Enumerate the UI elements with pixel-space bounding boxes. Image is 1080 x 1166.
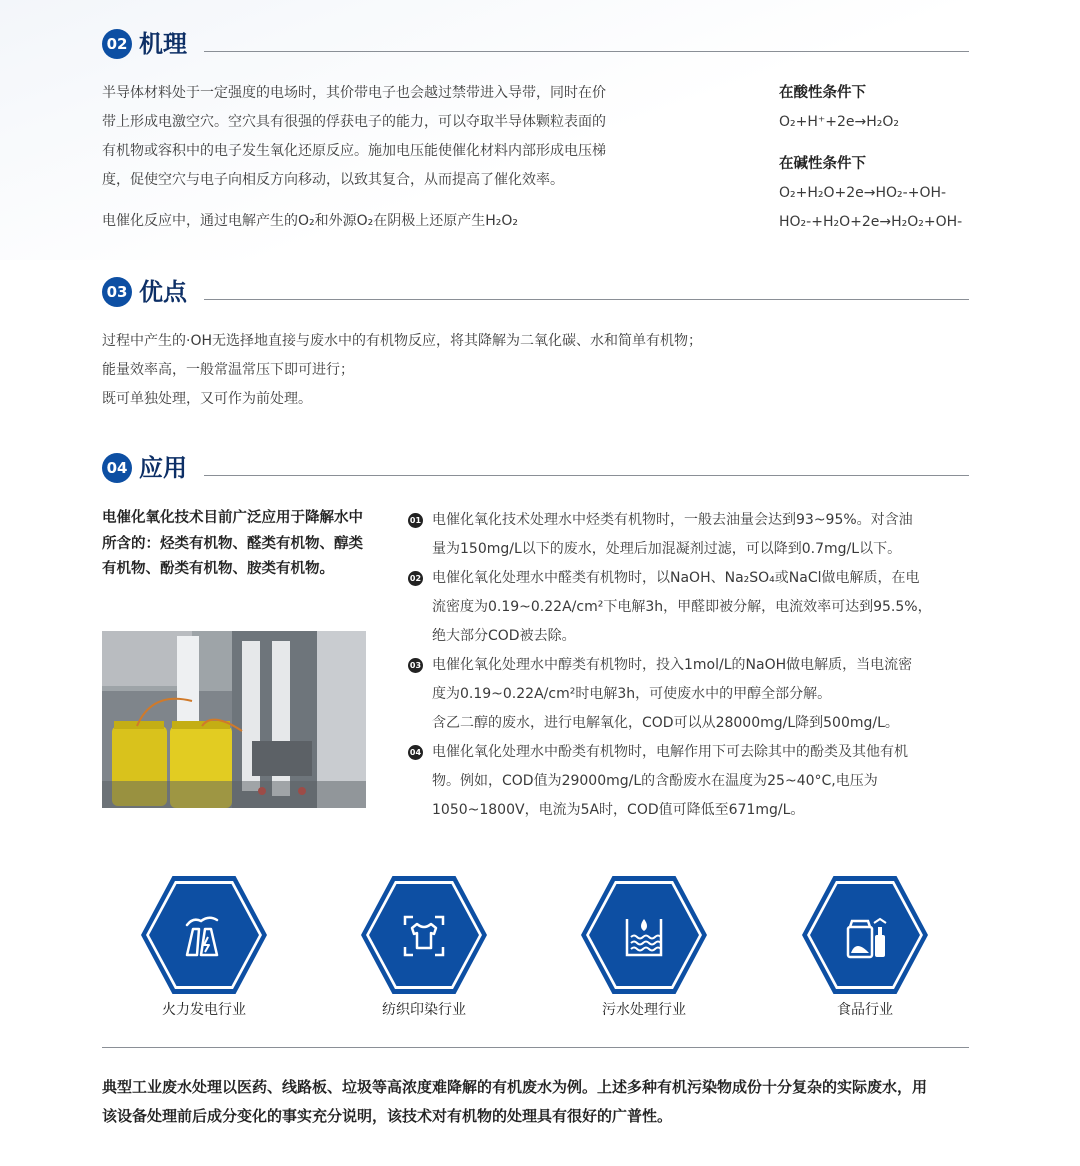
base-equation-1: O₂+H₂O+2e→HO₂-+OH- xyxy=(779,185,947,201)
list-item xyxy=(408,738,974,825)
text-line: 含乙二醇的废水，进行电解氧化，COD可以从28000mg/L降到500mg/L。 xyxy=(432,715,899,731)
text-line: 量为150mg/L以下的废水，处理后加混凝剂过滤，可以降到0.7mg/L以下。 xyxy=(432,541,902,557)
item-number-badge: 02 xyxy=(408,571,423,586)
list-item xyxy=(408,506,974,564)
equipment-photo xyxy=(102,631,366,808)
text-line: 电催化氧化处理水中醇类有机物时，投入1mol/L的NaOH做电解质，当电流密 xyxy=(432,657,913,673)
application-intro: 电催化氧化技术目前广泛应用于降解水中所含的：烃类有机物、醛类有机物、醇类有机物、酚类有机物、胺类有机物。 xyxy=(102,510,363,577)
text-line: 1050~1800V，电流为5A时，COD值可降低至671mg/L。 xyxy=(432,802,805,818)
footer-divider xyxy=(102,1047,969,1048)
section-04-header xyxy=(102,449,969,489)
list-item xyxy=(408,564,974,651)
reaction-equations xyxy=(779,79,979,237)
industry-textile xyxy=(359,876,489,1026)
section-divider xyxy=(204,475,969,476)
list-item xyxy=(408,651,974,738)
section-title: 机理 xyxy=(139,30,187,58)
industry-label: 污水处理行业 xyxy=(602,1002,686,1018)
text-line: 度为0.19~0.22A/cm²时电解3h，可使废水中的甲醇全部分解。 xyxy=(432,686,832,702)
item-number-badge: 01 xyxy=(408,513,423,528)
base-condition-title: 在碱性条件下 xyxy=(779,156,866,172)
section-number-badge: 03 xyxy=(102,277,132,307)
textile-shirt-icon xyxy=(397,909,451,963)
advantage-item: 过程中产生的·OH无选择地直接与废水中的有机物反应，将其降解为二氧化碳、水和简单有机物； xyxy=(102,333,702,349)
section-03-header xyxy=(102,273,969,313)
power-plant-icon xyxy=(177,909,231,963)
text-line: 电催化氧化处理水中醛类有机物时，以NaOH、Na₂SO₄或NaCl做电解质，在电 xyxy=(432,570,920,586)
section-number-badge: 04 xyxy=(102,453,132,483)
industry-label: 纺织印染行业 xyxy=(382,1002,466,1018)
text-line: 物。例如，COD值为29000mg/L的含酚废水在温度为25~40°C,电压为 xyxy=(432,773,878,789)
water-drop-icon xyxy=(617,909,671,963)
text-line: 典型工业废水处理以医药、线路板、垃圾等高浓度难降解的有机废水为例。上述多种有机污染物成份十分复杂的实际废水，用 xyxy=(102,1078,928,1096)
text-line: 电催化氧化处理水中酚类有机物时，电解作用下可去除其中的酚类及其他有机 xyxy=(432,744,908,760)
industry-food xyxy=(800,876,930,1026)
advantage-item: 能量效率高，一般常温常压下即可进行； xyxy=(102,362,354,378)
section-title: 应用 xyxy=(139,454,187,482)
text-line: 有机物或容积中的电子发生氧化还原反应。施加电压能使催化材料内部形成电压梯 xyxy=(102,143,606,159)
mechanism-note: 电催化反应中，通过电解产生的O₂和外源O₂在阴极上还原产生H₂O₂ xyxy=(102,213,519,229)
footer-summary xyxy=(102,1073,972,1131)
text-line: 半导体材料处于一定强度的电场时，其价带电子也会越过禁带进入导带，同时在价 xyxy=(102,85,606,101)
section-02-header xyxy=(102,25,969,65)
text-line: 绝大部分COD被去除。 xyxy=(432,628,576,644)
industry-wastewater xyxy=(579,876,709,1026)
advantages-list xyxy=(102,327,902,414)
section-divider xyxy=(204,299,969,300)
section-number-badge: 02 xyxy=(102,29,132,59)
item-number-badge: 03 xyxy=(408,658,423,673)
application-list xyxy=(408,506,974,825)
advantage-item: 既可单独处理，又可作为前处理。 xyxy=(102,391,312,407)
industry-label: 食品行业 xyxy=(837,1002,893,1018)
text-line: 该设备处理前后成分变化的事实充分说明，该技术对有机物的处理具有很好的广普性。 xyxy=(102,1107,673,1125)
acid-equation: O₂+H⁺+2e→H₂O₂ xyxy=(779,114,900,130)
food-jar-icon xyxy=(838,909,892,963)
base-equation-2: HO₂-+H₂O+2e→H₂O₂+OH- xyxy=(779,214,963,230)
industry-label: 火力发电行业 xyxy=(162,1002,246,1018)
text-line: 带上形成电激空穴。空穴具有很强的俘获电子的能力，可以夺取半导体颗粒表面的 xyxy=(102,114,606,130)
item-number-badge: 04 xyxy=(408,745,423,760)
acid-condition-title: 在酸性条件下 xyxy=(779,85,866,101)
section-divider xyxy=(204,51,969,52)
mechanism-paragraph xyxy=(102,79,702,195)
text-line: 电催化氧化技术处理水中烃类有机物时，一般去油量会达到93~95%。对含油 xyxy=(432,512,913,528)
text-line: 流密度为0.19~0.22A/cm²下电解3h，甲醛即被分解，电流效率可达到95.5%， xyxy=(432,599,932,615)
industry-power xyxy=(139,876,269,1026)
section-title: 优点 xyxy=(139,278,187,306)
text-line: 度，促使空穴与电子向相反方向移动，以致其复合，从而提高了催化效率。 xyxy=(102,172,564,188)
